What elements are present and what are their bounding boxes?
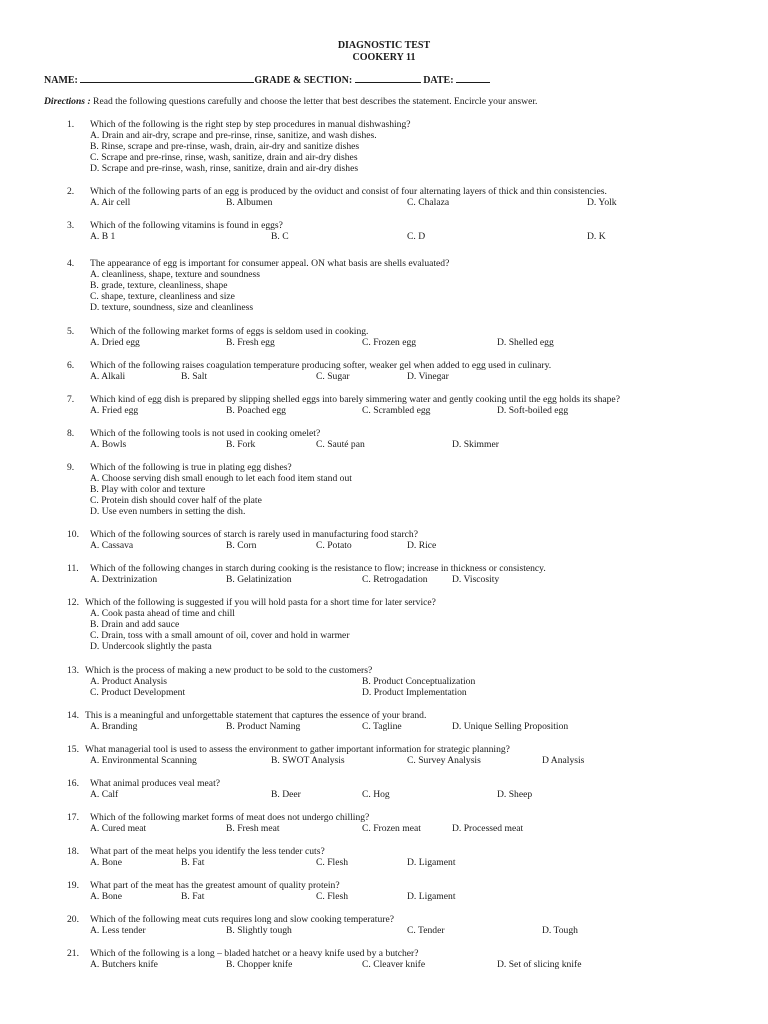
question-item — [0, 119, 768, 174]
question-number: 1. — [67, 119, 75, 130]
date-label: DATE: — [420, 75, 457, 86]
answer-option[interactable]: B. Product Naming — [226, 721, 301, 732]
question-text: Which of the following meat cuts requires long and slow cooking temperature? — [90, 914, 394, 925]
question-text: What part of the meat helps you identify the less tender cuts? — [90, 846, 325, 857]
question-number: 15. — [67, 744, 79, 755]
question-item — [0, 880, 768, 902]
answer-option[interactable]: D. Rice — [407, 540, 437, 551]
answer-option[interactable]: C. Sauté pan — [316, 439, 365, 450]
answer-option[interactable]: B. SWOT Analysis — [271, 755, 345, 766]
question-item — [0, 326, 768, 348]
question-text: Which of the following is the right step by step procedures in manual dishwashing? — [90, 119, 411, 130]
question-item — [0, 394, 768, 416]
test-title: DIAGNOSTIC TEST — [337, 40, 431, 51]
answer-option[interactable]: C. Frozen meat — [362, 823, 421, 834]
directions-text: Read the following questions carefully and choose the letter that best describes the statement. Encircle your answer. — [90, 96, 538, 107]
answer-option[interactable]: B. Gelatinization — [226, 574, 292, 585]
answer-option[interactable]: D Analysis — [542, 755, 585, 766]
question-number: 17. — [67, 812, 79, 823]
subject-title: COOKERY 11 — [352, 52, 416, 63]
question-number: 3. — [67, 220, 75, 231]
grade-section-label: GRADE & SECTION: — [254, 75, 355, 86]
question-text: What part of the meat has the greatest amount of quality protein? — [90, 880, 340, 891]
question-number: 10. — [67, 529, 79, 540]
answer-option[interactable]: C. shape, texture, cleanliness and size — [90, 291, 235, 302]
question-text: The appearance of egg is important for consumer appeal. ON what basis are shells evaluated? — [90, 258, 450, 269]
answer-option[interactable]: C. Hog — [362, 789, 390, 800]
answer-option[interactable]: A. Product Analysis — [90, 676, 168, 687]
answer-option[interactable]: A. Cassava — [90, 540, 134, 551]
answer-option[interactable]: B. Fresh egg — [226, 337, 275, 348]
name-blank[interactable] — [80, 73, 254, 83]
question-item — [0, 529, 768, 551]
question-text: What animal produces veal meat? — [90, 778, 220, 789]
answer-option[interactable]: B. Drain and add sauce — [90, 619, 180, 630]
answer-option[interactable]: C. Scrape and pre-rinse, rinse, wash, sanitize, drain and air-dry dishes — [90, 152, 358, 163]
question-text: Which of the following is true in plating egg dishes? — [90, 462, 292, 473]
answer-option[interactable]: B. Albumen — [226, 197, 273, 208]
question-number: 20. — [67, 914, 79, 925]
question-number: 16. — [67, 778, 79, 789]
question-text: Which kind of egg dish is prepared by slipping shelled eggs into barely simmering water and gently cooking until the egg holds its shape? — [90, 394, 620, 405]
grade-section-blank[interactable] — [355, 73, 421, 83]
question-number: 12. — [67, 597, 79, 608]
answer-option[interactable]: A. Air cell — [90, 197, 131, 208]
question-number: 14. — [67, 710, 79, 721]
question-item — [0, 914, 768, 936]
question-item — [0, 597, 768, 652]
question-text: What managerial tool is used to assess the environment to gather important information for strategic planning? — [85, 744, 510, 755]
answer-option[interactable]: D. Ligament — [407, 891, 456, 902]
answer-option[interactable]: D. Product Implementation — [362, 687, 467, 698]
answer-option[interactable]: D. Skimmer — [452, 439, 499, 450]
question-text: Which of the following vitamins is found in eggs? — [90, 220, 283, 231]
question-number: 11. — [67, 563, 79, 574]
directions — [44, 96, 537, 107]
answer-option[interactable]: C. Product Development — [90, 687, 186, 698]
answer-option[interactable]: A. Less tender — [90, 925, 146, 936]
answer-option[interactable]: A. Fried egg — [90, 405, 139, 416]
question-item — [0, 462, 768, 517]
answer-option[interactable]: C. Scrambled egg — [362, 405, 431, 416]
answer-option[interactable]: B. Play with color and texture — [90, 484, 206, 495]
question-number: 6. — [67, 360, 75, 371]
question-text: Which of the following changes in starch during cooking is the resistance to flow; increase in thickness or consistency. — [90, 563, 546, 574]
answer-option[interactable]: C. Drain, toss with a small amount of oil, cover and hold in warmer — [90, 630, 350, 641]
question-number: 9. — [67, 462, 75, 473]
question-number: 13. — [67, 665, 79, 676]
answer-option[interactable]: B. Fork — [226, 439, 256, 450]
question-item — [0, 665, 768, 698]
answer-option[interactable]: C. Survey Analysis — [407, 755, 481, 766]
question-item — [0, 258, 768, 313]
question-text: Which is the process of making a new product to be sold to the customers? — [85, 665, 373, 676]
answer-option[interactable]: B. Product Conceptualization — [362, 676, 476, 687]
answer-option[interactable]: A. Dextrinization — [90, 574, 158, 585]
question-text: Which of the following raises coagulation temperature producing softer, weaker gel when added to egg used in culinary. — [90, 360, 552, 371]
answer-option[interactable]: B. Fat — [181, 857, 205, 868]
answer-option[interactable]: D. Unique Selling Proposition — [452, 721, 569, 732]
answer-option[interactable]: C. Frozen egg — [362, 337, 417, 348]
answer-option[interactable]: A. Dried egg — [90, 337, 140, 348]
question-text: Which of the following is a long – bladed hatchet or a heavy knife used by a butcher? — [90, 948, 419, 959]
answer-option[interactable]: C. Potato — [316, 540, 352, 551]
question-item — [0, 186, 768, 208]
answer-option[interactable]: D. Use even numbers in setting the dish. — [90, 506, 246, 517]
answer-option[interactable]: B. Fat — [181, 891, 205, 902]
answer-option[interactable]: B. grade, texture, cleanliness, shape — [90, 280, 228, 291]
date-blank[interactable] — [456, 73, 490, 83]
question-item — [0, 563, 768, 585]
question-text: This is a meaningful and unforgettable statement that captures the essence of your brand. — [85, 710, 427, 721]
answer-option[interactable]: D. Tough — [542, 925, 578, 936]
answer-option[interactable]: D. Set of slicing knife — [497, 959, 582, 970]
answer-option[interactable]: D. Sheep — [497, 789, 533, 800]
answer-option[interactable]: D. Shelled egg — [497, 337, 554, 348]
answer-option[interactable]: C. Flesh — [316, 891, 348, 902]
question-item — [0, 428, 768, 450]
answer-option[interactable]: B. Fresh meat — [226, 823, 280, 834]
answer-option[interactable]: B. Slightly tough — [226, 925, 292, 936]
answer-option[interactable]: D. Processed meat — [452, 823, 524, 834]
answer-option[interactable]: C. Sugar — [316, 371, 350, 382]
answer-option[interactable]: A. cleanliness, shape, texture and soundness — [90, 269, 260, 280]
question-number: 21. — [67, 948, 79, 959]
question-item — [0, 948, 768, 970]
question-number: 7. — [67, 394, 75, 405]
answer-option[interactable]: C. Retrogadation — [362, 574, 428, 585]
answer-option[interactable]: A. Choose serving dish small enough to let each food item stand out — [90, 473, 352, 484]
question-number: 18. — [67, 846, 79, 857]
answer-option[interactable]: B. Rinse, scrape and pre-rinse, wash, drain, air-dry and sanitize dishes — [90, 141, 360, 152]
answer-option[interactable]: D. Viscosity — [452, 574, 500, 585]
student-info-line — [44, 73, 490, 86]
answer-option[interactable]: C. Flesh — [316, 857, 348, 868]
question-item — [0, 812, 768, 834]
answer-option[interactable]: A. Bone — [90, 891, 122, 902]
question-text: Which of the following parts of an egg is produced by the oviduct and consist of four alternating layers of thick and thin consistencies. — [90, 186, 607, 197]
name-label: NAME: — [44, 75, 81, 86]
answer-option[interactable]: A. Bone — [90, 857, 122, 868]
answer-option[interactable]: B. C — [271, 231, 289, 242]
question-item — [0, 744, 768, 766]
answer-option[interactable]: A. Cook pasta ahead of time and chill — [90, 608, 235, 619]
question-item — [0, 220, 768, 242]
question-item — [0, 360, 768, 382]
question-number: 8. — [67, 428, 75, 439]
question-text: Which of the following market forms of eggs is seldom used in cooking. — [90, 326, 369, 337]
answer-option[interactable]: A. Calf — [90, 789, 119, 800]
question-item — [0, 778, 768, 800]
answer-option[interactable]: C. D — [407, 231, 426, 242]
answer-option[interactable]: A. B 1 — [90, 231, 116, 242]
question-item — [0, 710, 768, 732]
answer-option[interactable]: B. Salt — [181, 371, 208, 382]
answer-option[interactable]: D. Vinegar — [407, 371, 449, 382]
answer-option[interactable]: D. Soft-boiled egg — [497, 405, 569, 416]
question-number: 5. — [67, 326, 75, 337]
answer-option[interactable]: C. Cleaver knife — [362, 959, 426, 970]
answer-option[interactable]: D. Undercook slightly the pasta — [90, 641, 212, 652]
answer-option[interactable]: D. Yolk — [587, 197, 617, 208]
question-number: 2. — [67, 186, 75, 197]
answer-option[interactable]: B. Deer — [271, 789, 301, 800]
question-number: 19. — [67, 880, 79, 891]
answer-option[interactable]: C. Tender — [407, 925, 445, 936]
answer-option[interactable]: B. Poached egg — [226, 405, 286, 416]
answer-option[interactable]: B. Chopper knife — [226, 959, 293, 970]
answer-option[interactable]: A. Butchers knife — [90, 959, 158, 970]
answer-option[interactable]: A. Bowls — [90, 439, 127, 450]
question-number: 4. — [67, 258, 75, 269]
answer-option[interactable]: C. Protein dish should cover half of the plate — [90, 495, 262, 506]
question-text: Which of the following market forms of meat does not undergo chilling? — [90, 812, 370, 823]
question-text: Which of the following sources of starch is rarely used in manufacturing food starch? — [90, 529, 418, 540]
question-text: Which of the following tools is not used in cooking omelet? — [90, 428, 321, 439]
answer-option[interactable]: A. Drain and air-dry, scrape and pre-rinse, rinse, sanitize, and wash dishes. — [90, 130, 377, 141]
answer-option[interactable]: A. Branding — [90, 721, 138, 732]
answer-option[interactable]: C. Tagline — [362, 721, 402, 732]
directions-label: Directions : — [44, 96, 91, 107]
answer-option[interactable]: D. Scrape and pre-rinse, wash, rinse, sanitize, drain and air-dry dishes — [90, 163, 359, 174]
answer-option[interactable]: D. K — [587, 231, 606, 242]
answer-option[interactable]: D. Ligament — [407, 857, 456, 868]
question-item — [0, 846, 768, 868]
answer-option[interactable]: C. Chalaza — [407, 197, 450, 208]
answer-option[interactable]: A. Cured meat — [90, 823, 147, 834]
question-text: Which of the following is suggested if you will hold pasta for a short time for later service? — [85, 597, 436, 608]
answer-option[interactable]: D. texture, soundness, size and cleanliness — [90, 302, 254, 313]
answer-option[interactable]: A. Environmental Scanning — [90, 755, 197, 766]
answer-option[interactable]: A. Alkali — [90, 371, 126, 382]
answer-option[interactable]: B. Corn — [226, 540, 257, 551]
